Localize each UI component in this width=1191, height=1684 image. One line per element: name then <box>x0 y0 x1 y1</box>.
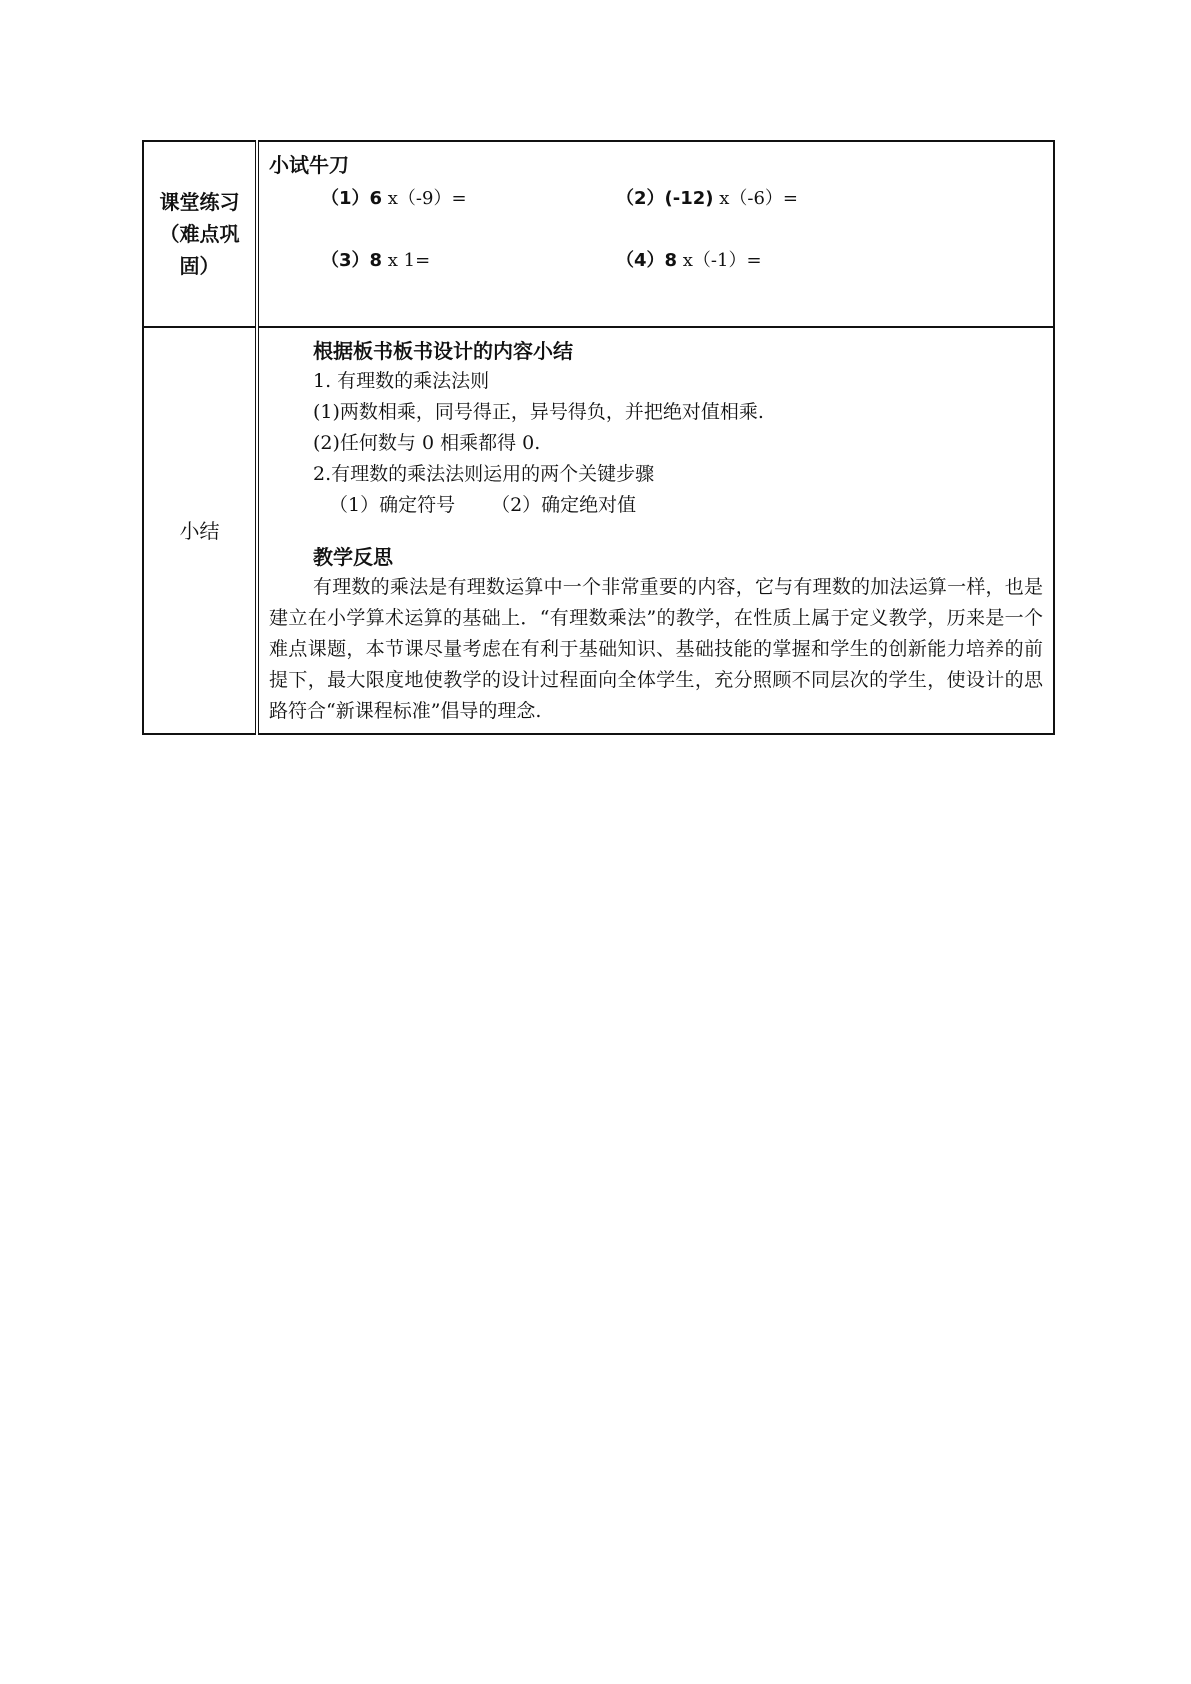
rule-item: (1)两数相乘，同号得正，异号得负，并把绝对值相乘. <box>313 401 764 423</box>
summary-heading: 根据板书板书设计的内容小结 <box>313 339 573 363</box>
exercise-number: （3）8 <box>321 250 383 271</box>
practice-label-line: （难点巩 <box>159 222 240 246</box>
exercise-expression: x（-1）= <box>677 250 762 271</box>
reflection-text: 有理数的乘法是有理数运算中一个非常重要的内容，它与有理数的加法运算一样，也是建立在小学算术运算的基础上．“有理数乘法”的教学，在性质上属于定义教学，历来是一个难点课题，本节课尽量考虑在有利于基础知识、基础技能的掌握和学生的创新能力培养的前提下，最大限度地使教学的设计过程面向全体学生，充分照顾不同层次的学生，使设计的思路符合“新课程标准”倡导的理念. <box>269 576 1043 722</box>
exercise-expression: x 1= <box>382 250 431 271</box>
lesson-table-container <box>142 140 1055 735</box>
reflection-heading: 教学反思 <box>313 545 393 569</box>
exercise-row <box>321 184 1043 214</box>
step-item: （1）确定符号 <box>329 494 456 516</box>
exercise-3 <box>321 246 616 276</box>
exercise-4 <box>616 246 911 276</box>
rule-title: 1. 有理数的乘法法则 <box>313 370 490 392</box>
exercise-expression: x（-9）= <box>382 188 467 209</box>
lesson-table <box>142 140 1055 735</box>
rule-item: (2)任何数与 0 相乘都得 0. <box>313 432 541 454</box>
practice-row <box>143 141 1054 327</box>
exercise-number: （2）(-12) <box>616 188 714 209</box>
exercise-1 <box>321 184 616 214</box>
summary-content <box>257 327 1054 734</box>
steps-list <box>269 490 1043 521</box>
summary-row <box>143 327 1054 734</box>
practice-label-line: 课堂练习 <box>159 190 240 214</box>
practice-heading: 小试牛刀 <box>269 153 349 177</box>
summary-label: 小结 <box>143 327 257 734</box>
practice-label-line: 固） <box>179 254 220 278</box>
exercise-expression: x（-6）= <box>713 188 798 209</box>
exercise-row <box>321 246 1043 276</box>
practice-label <box>143 141 257 327</box>
steps-title: 2.有理数的乘法法则运用的两个关键步骤 <box>313 463 655 485</box>
exercise-number: （4）8 <box>616 250 678 271</box>
exercise-2 <box>616 184 911 214</box>
exercise-number: （1）6 <box>321 188 383 209</box>
step-item: （2）确定绝对值 <box>491 494 637 516</box>
practice-content <box>257 141 1054 327</box>
